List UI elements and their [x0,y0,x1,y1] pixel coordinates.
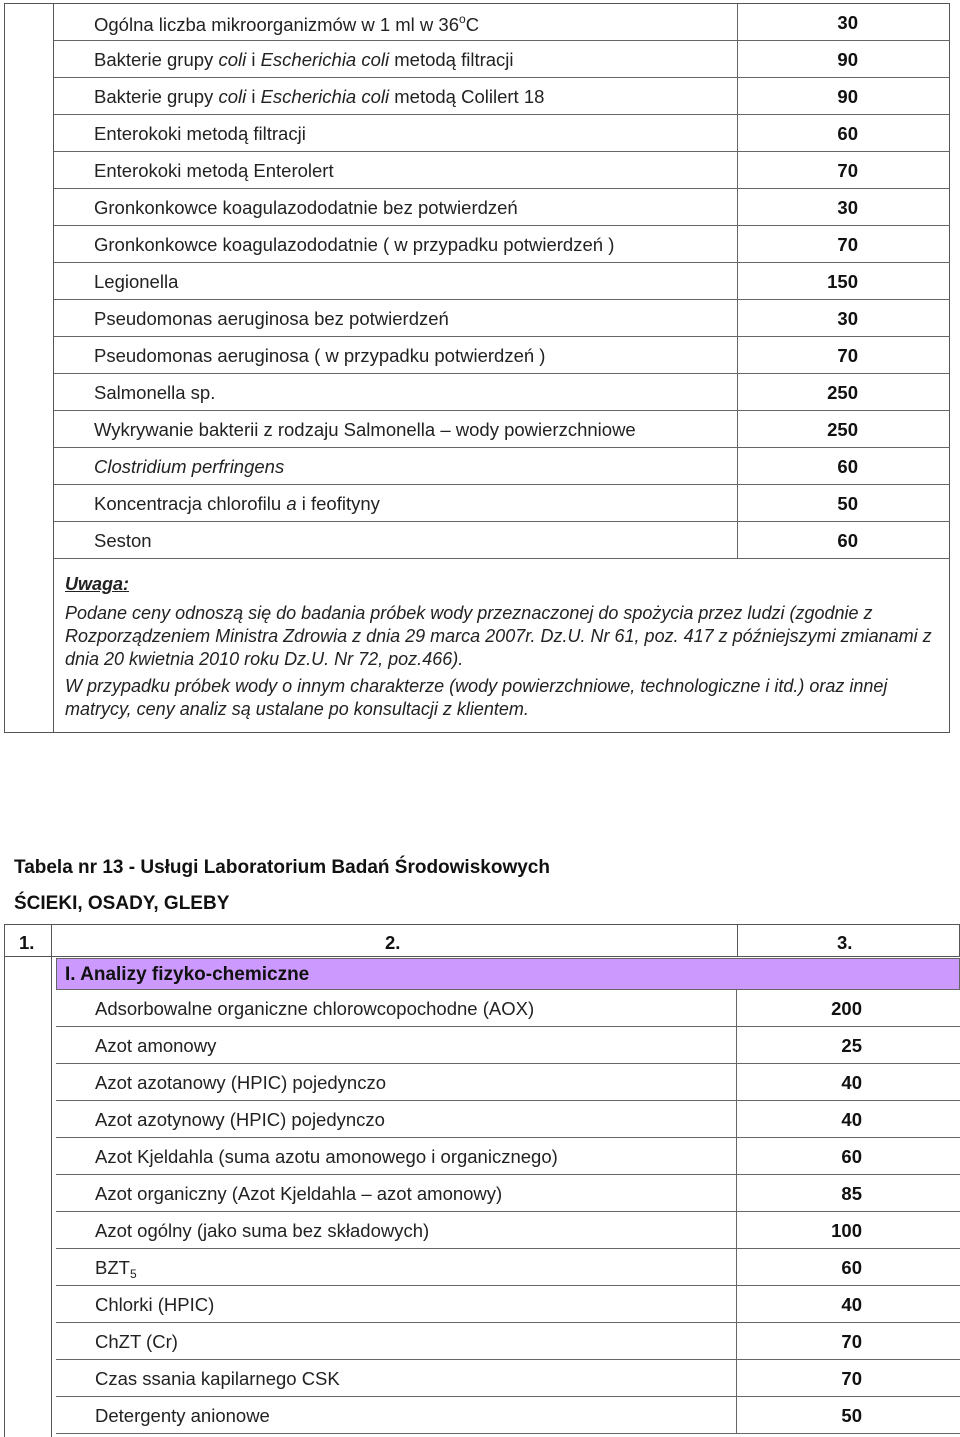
service-name: Azot ogólny (jako suma bez składowych) [95,1220,430,1241]
service-name: Azot amonowy [95,1035,217,1056]
service-name: Czas ssania kapilarnego CSK [95,1368,340,1389]
service-price: 50 [737,485,950,521]
service-price: 100 [736,1212,960,1248]
header-col-3: 3. [837,932,853,953]
service-price: 60 [736,1138,960,1174]
service-name: Enterokoki metodą Enterolert [94,160,334,181]
table-rows [56,990,960,1434]
table-row [54,263,950,300]
service-name: Azot azotanowy (HPIC) pojedynczo [95,1072,386,1093]
wastewater-price-table [4,924,960,1437]
service-name: Chlorki (HPIC) [95,1294,215,1315]
service-name: ChZT (Cr) [95,1331,178,1352]
service-price: 70 [736,1323,960,1359]
table-header [4,924,960,957]
section-title: I. Analizy fizyko-chemiczne [65,964,310,985]
table-row [56,1249,960,1286]
service-price: 85 [736,1175,960,1211]
microbiology-price-table [4,3,950,733]
lp-column [4,957,52,1437]
table-row [56,1138,960,1175]
service-name: Enterokoki metodą filtracji [94,123,306,144]
service-price: 40 [736,1101,960,1137]
service-name: Ogólna liczba mikroorganizmów w 1 ml w 36$^o$C [94,12,480,35]
service-price: 60 [737,522,950,558]
note-paragraph-2: W przypadku próbek wody o innym charakterze (wody powierzchniowe, technologiczne i itd.) oraz innej matrycy, ceny analiz są ustalane po konsultacji z klientem. [65,676,888,719]
service-price: 60 [736,1249,960,1285]
service-price: 70 [737,152,950,188]
table-row [54,374,950,411]
header-col-2: 2. [385,932,401,953]
table-row [54,411,950,448]
note-title: Uwaga: [65,574,130,594]
service-price: 70 [737,337,950,373]
table-row [54,115,950,152]
service-name: Azot Kjeldahla (suma azotu amonowego i organicznego) [95,1146,558,1167]
table-row [56,1027,960,1064]
service-name: Clostridium perfringens [94,456,285,477]
service-price: 250 [737,374,950,410]
table-row [56,1286,960,1323]
table-row [54,189,950,226]
service-price: 25 [736,1027,960,1063]
service-price: 30 [737,4,950,40]
table-row [54,78,950,115]
service-price: 60 [737,448,950,484]
service-price: 90 [737,41,950,77]
table-row [56,1360,960,1397]
table-row [56,1064,960,1101]
service-name: Bakterie grupy coli i Escherichia coli metodą Colilert 18 [94,86,545,107]
service-price: 200 [736,990,960,1026]
table-row [54,448,950,485]
service-price: 40 [736,1064,960,1100]
service-name: Legionella [94,271,179,292]
service-price: 60 [737,115,950,151]
table-subtitle: ŚCIEKI, OSADY, GLEBY [14,893,230,914]
note [65,573,945,721]
table-row [56,1175,960,1212]
service-name: Koncentracja chlorofilu a i feofityny [94,493,380,514]
service-name: Wykrywanie bakterii z rodzaju Salmonella – wody powierzchniowe [94,419,636,440]
table-row [54,485,950,522]
section-header [56,958,960,990]
service-price: 90 [737,78,950,114]
service-name: Gronkonkowce koagulazododatnie bez potwierdzeń [94,197,518,218]
table-row [54,152,950,189]
service-price: 70 [737,226,950,262]
note-paragraph-1: Podane ceny odnoszą się do badania próbek wody przeznaczonej do spożycia przez ludzi (zgodnie z Rozporządzeniem Ministra Zdrowia z dnia 29 marca 2007r. Dz.U. Nr 61, poz. 417 z późniejszymi zmianami z dnia 20 kwietnia 2010 roku Dz.U. Nr 72, poz.466). [65,603,932,669]
service-price: 30 [737,189,950,225]
table-row [56,1323,960,1360]
service-price: 50 [736,1397,960,1433]
table-row [56,1212,960,1249]
table-row [54,41,950,78]
service-price: 40 [736,1286,960,1322]
service-name: Seston [94,530,152,551]
table-row [54,522,950,559]
service-name: Pseudomonas aeruginosa ( w przypadku potwierdzeń ) [94,345,546,366]
table-row [54,226,950,263]
service-price: 70 [736,1360,960,1396]
lp-column [5,4,54,732]
table-row [56,1101,960,1138]
table-row [54,337,950,374]
service-price: 150 [737,263,950,299]
service-name: $BZT_5$ [95,1257,137,1281]
table-rows [54,4,950,559]
service-name: Adsorbowalne organiczne chlorowcopochodne (AOX) [95,998,535,1019]
table-row [54,300,950,337]
service-name: Detergenty anionowe [95,1405,270,1426]
table-title: Tabela nr 13 - Usługi Laboratorium Badań Środowiskowych [14,857,550,878]
service-name: Azot organiczny (Azot Kjeldahla – azot amonowy) [95,1183,503,1204]
service-name: Salmonella sp. [94,382,216,403]
service-name: Bakterie grupy coli i Escherichia coli metodą filtracji [94,49,514,70]
header-col-1: 1. [19,932,35,953]
service-name: Azot azotynowy (HPIC) pojedynczo [95,1109,385,1130]
table-row [56,1397,960,1434]
service-name: Gronkonkowce koagulazododatnie ( w przypadku potwierdzeń ) [94,234,615,255]
service-price: 250 [737,411,950,447]
table-row [56,990,960,1027]
service-name: Pseudomonas aeruginosa bez potwierdzeń [94,308,449,329]
table-row [54,4,950,41]
service-price: 30 [737,300,950,336]
